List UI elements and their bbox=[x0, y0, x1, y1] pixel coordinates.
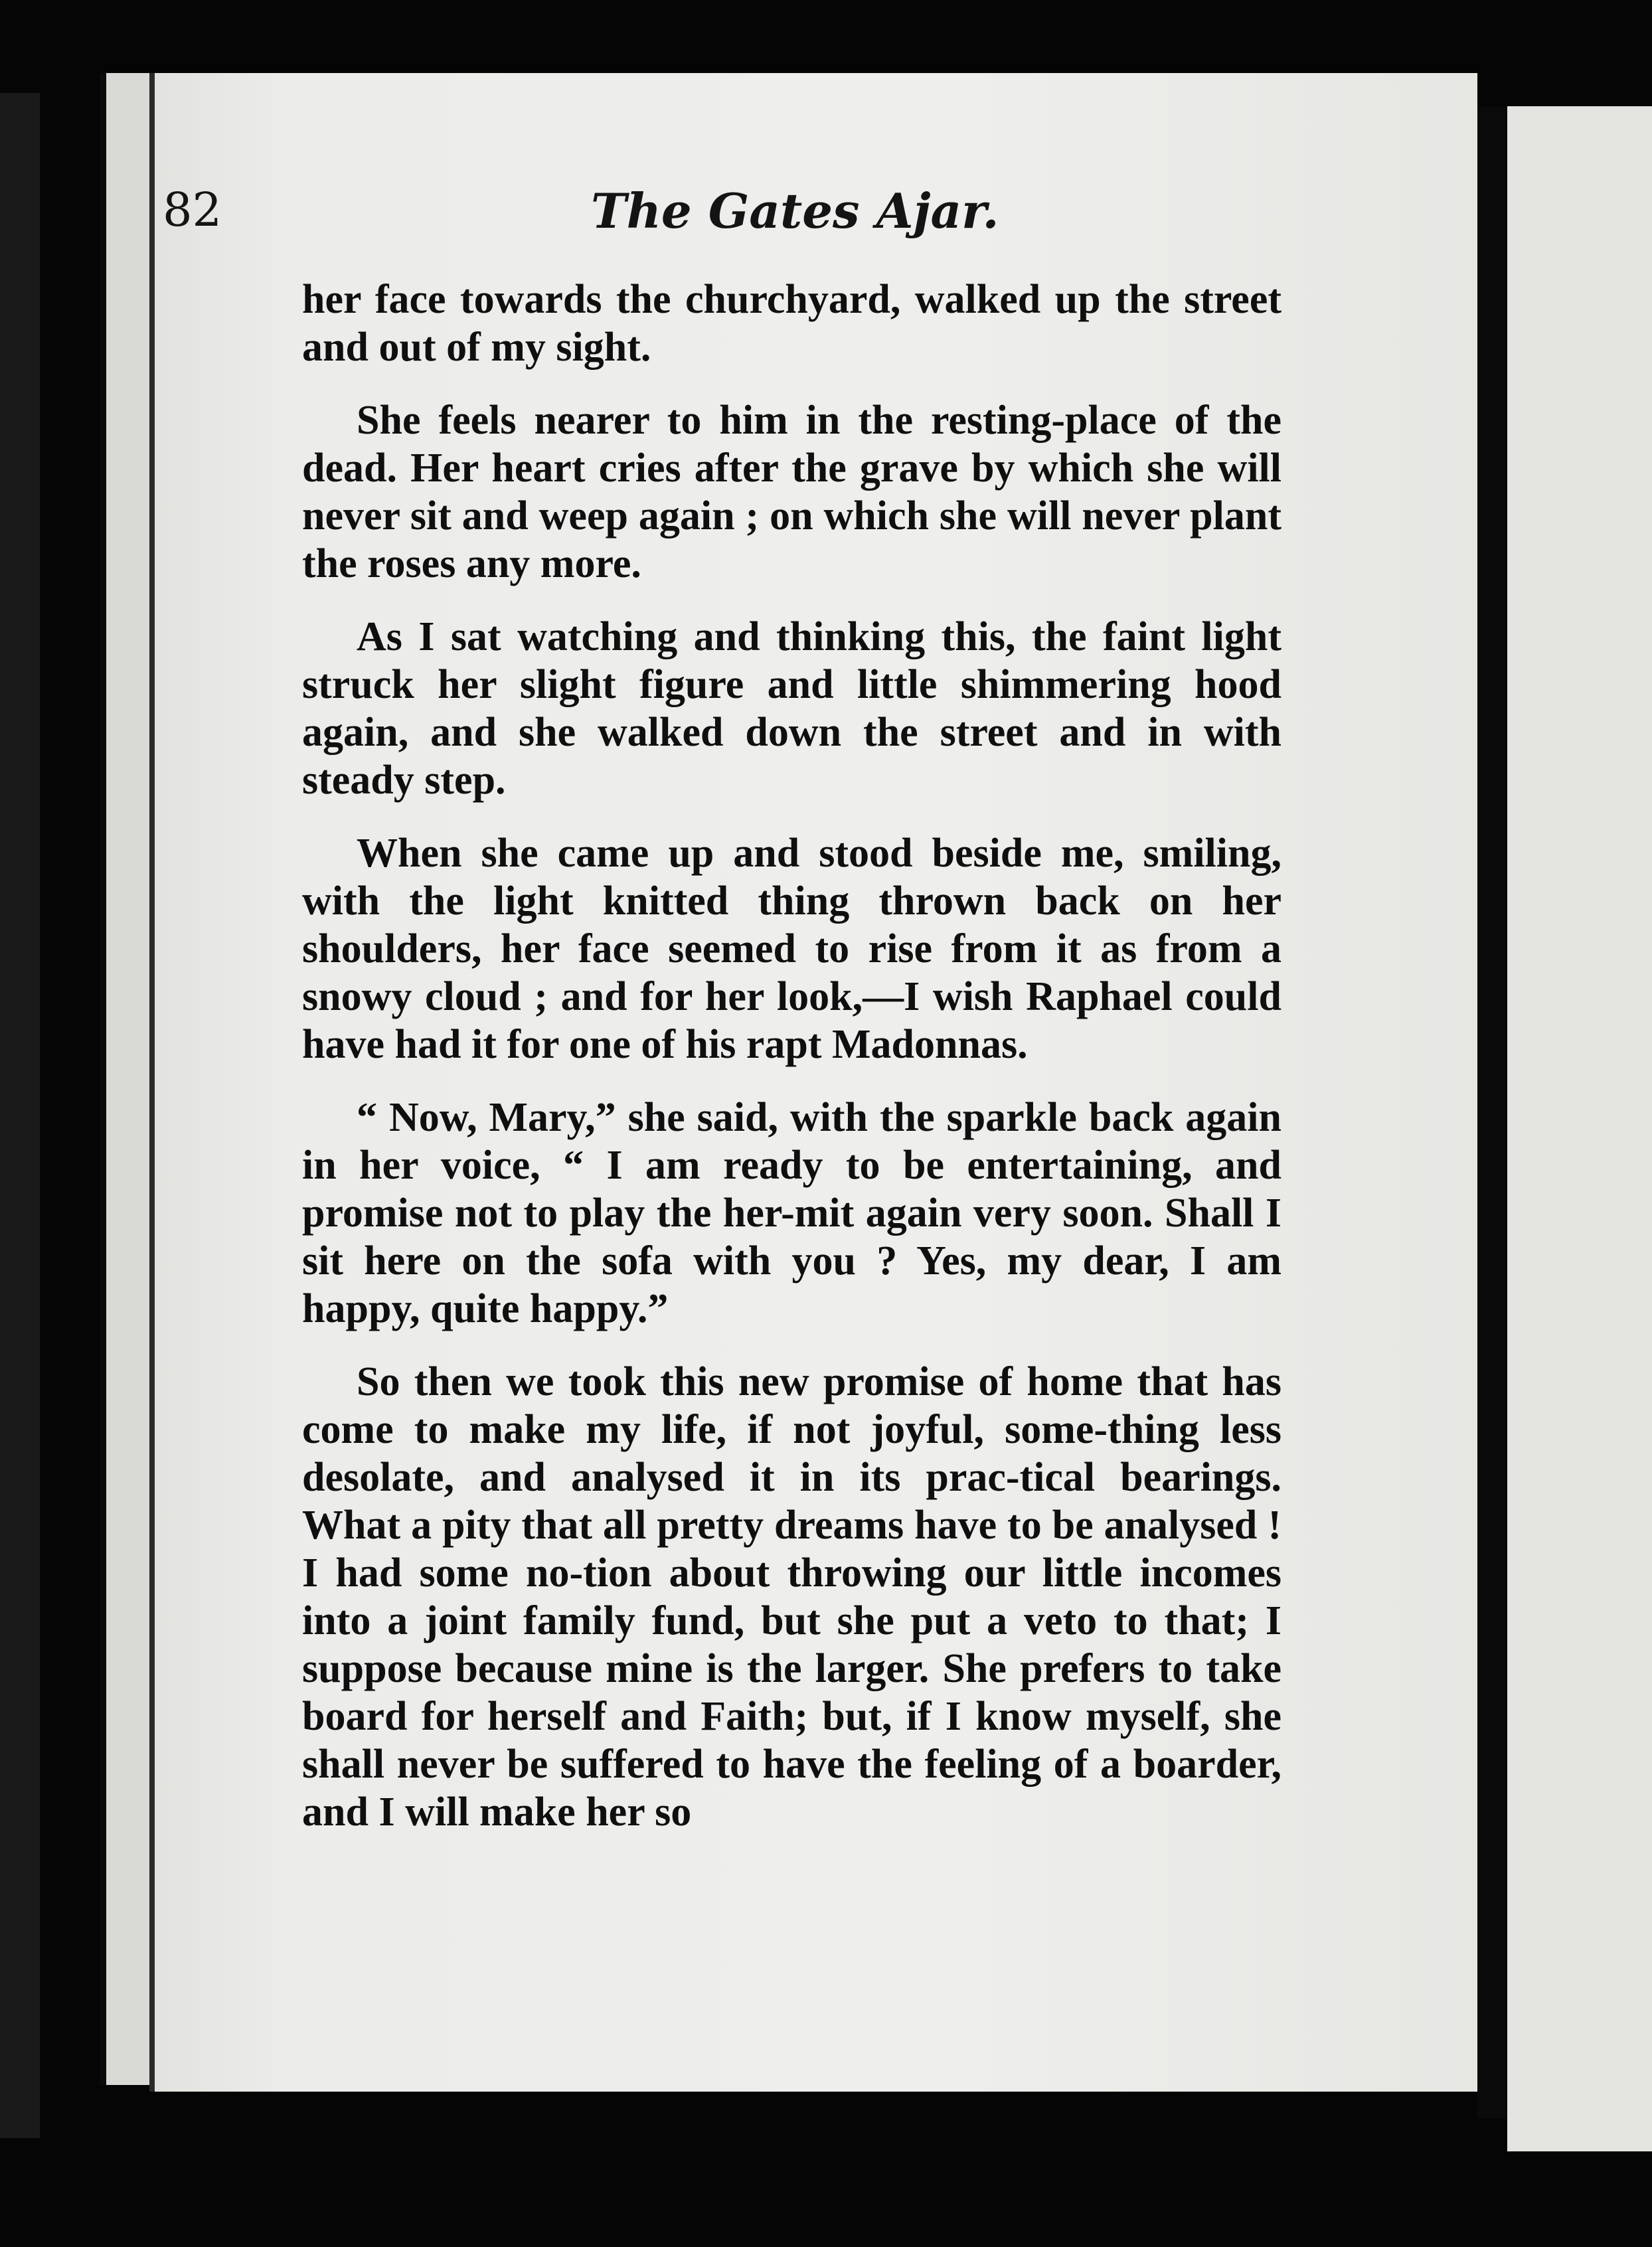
page-number: 82 bbox=[163, 183, 222, 237]
paragraph: She feels nearer to him in the resting-place of the dead. Her heart cries after the grave by which she will never sit and weep again ; on which she will never plant the roses any more. bbox=[302, 398, 1281, 586]
paragraph: her face towards the churchyard, walked up the street and out of my sight. bbox=[302, 277, 1281, 370]
paragraph: So then we took this new promise of home that has come to make my life, if not joyful, some-thing less desolate, and analysed it in its prac-tical bearings. What a pity that all pretty dreams have to be analysed ! I had some no-tion about throwing our little incomes into a joint family fund, but she put a veto to that; I suppose because mine is the larger. She prefers to take board for herself and Faith; but, if I know myself, she shall never be suffered to have the feeling of a boarder, and I will make her so bbox=[302, 1359, 1281, 1835]
page-edge-left bbox=[100, 73, 155, 2085]
paragraph: As I sat watching and thinking this, the faint light struck her slight figure and little shimmering hood again, and she walked down the street and in with steady step. bbox=[302, 614, 1281, 803]
previous-page-edge bbox=[0, 93, 40, 2138]
running-head bbox=[163, 183, 1291, 256]
body-text bbox=[302, 276, 1281, 1836]
paragraph: When she came up and stood beside me, smiling, with the light knitted thing thrown back on her shoulders, her face seemed to rise from it as from a snowy cloud ; and for her look,—I wish Raphael could have had it for one of his rapt Madonnas. bbox=[302, 831, 1281, 1067]
paragraph: “ Now, Mary,” she said, with the sparkle back again in her voice, “ I am ready to be entertaining, and promise not to play the her-mit again very soon. Shall I sit here on the sofa with you ? Yes, my dear, I am happy, quite happy.” bbox=[302, 1095, 1281, 1331]
book-gutter bbox=[1477, 106, 1507, 2118]
running-title: The Gates Ajar. bbox=[591, 183, 999, 239]
facing-page-edge bbox=[1507, 106, 1652, 2151]
